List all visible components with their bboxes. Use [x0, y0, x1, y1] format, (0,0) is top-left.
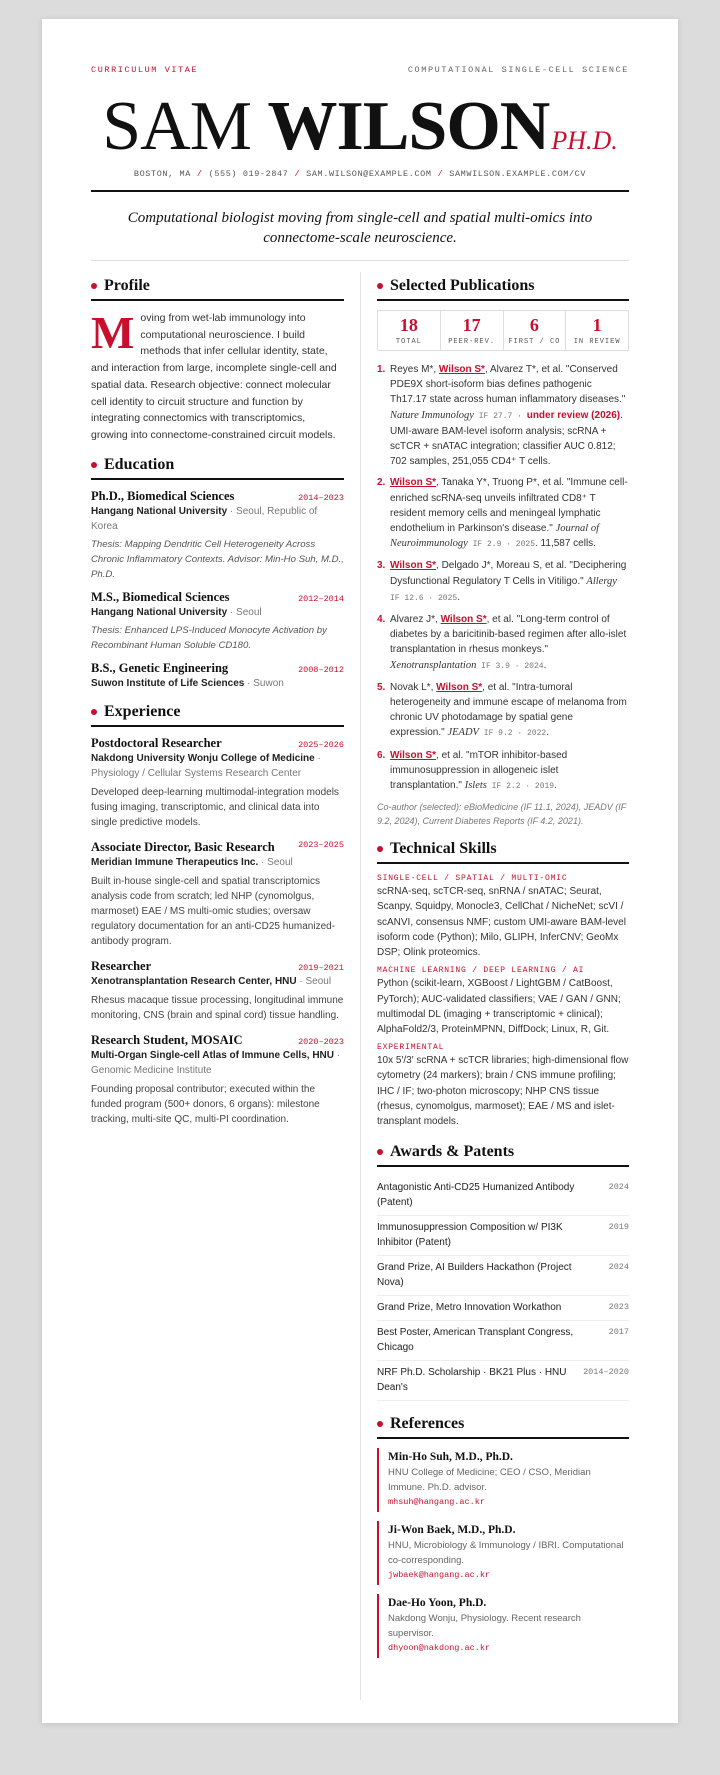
job-description: Rhesus macaque tissue processing, longitudinal immune monitoring, CNS (brain and spinal cord) tissue handling. [91, 994, 344, 1021]
section-heading-experience: Experience [91, 703, 344, 727]
journal: Islets [464, 780, 487, 792]
reference-email[interactable]: dhyoon@nakdong.ac.kr [388, 1643, 491, 1654]
reference-description: HNU College of Medicine; CEO / CSO, Meridian Immune. Ph.D. advisor. [388, 1467, 591, 1494]
award-item: Grand Prize, AI Builders Hackathon (Project Nova) 2024 [377, 1256, 629, 1296]
thesis: Thesis: Mapping Dendritic Cell Heterogeneity Across Chronic Inflammatory Contexts. Advisor: Min-Ho Suh, M.D., Ph.D. [91, 538, 344, 580]
degree: Ph.D., Biomedical Sciences [91, 488, 235, 503]
skill-group-text: 10x 5′/3′ scRNA + scTCR libraries; high-dimensional flow cytometry (24 markers); brain / CNS immune profiling; IHC / IF; two-photon microscopy; NHP CNS tissue (rhesus, cynomolgus, marmoset); EAE / MS and islet-transplant models. [377, 1055, 629, 1127]
contact-line [42, 169, 678, 179]
experience-entry: Postdoctoral Researcher 2025–2026 Nakdong University Wonju College of Medicine · Physiology / Cellular Systems Research Center Developed deep-learning multimodal-integration models fusing imaging, transcriptomic, and clinical data into single predictive models. [91, 735, 344, 828]
header-rule [91, 190, 629, 192]
author-highlight: Wilson S* [436, 681, 483, 693]
bullet-dot-icon [377, 283, 383, 289]
tagline-rule [91, 260, 629, 261]
school-location: Seoul, Republic of Korea [91, 505, 318, 532]
section-heading-skills: Technical Skills [377, 840, 629, 864]
journal: Allergy [586, 575, 617, 587]
last-name: WILSON [267, 88, 550, 165]
award-item: Best Poster, American Transplant Congress, Chicago 2017 [377, 1321, 629, 1361]
publication-item: 3. Wilson S*, Delgado J*, Moreau S, et al. "Deciphering Dysfunctional Regulatory T Cells in Vitiligo." Allergy IF 12.6 · 2025. [377, 560, 627, 603]
education-entry: Ph.D., Biomedical Sciences 2014–2023 Hangang National University · Seoul, Republic of Korea Thesis: Mapping Dendritic Cell Heterogeneity Across Chronic Inflammatory Contexts. Advisor: Min-Ho Suh, M.D., Ph.D. [91, 488, 344, 580]
publication-list [377, 362, 629, 794]
reference-name: Dae-Ho Yoon, Ph.D. [388, 1597, 487, 1610]
candidate-name [42, 87, 678, 181]
journal: Journal of Neuroimmunology [390, 523, 600, 550]
stat-first-co: 6 FIRST / CO [504, 311, 567, 350]
journal: JEADV [447, 727, 479, 739]
job-title: Postdoctoral Researcher [91, 735, 222, 750]
tagline: Computational biologist moving from single-cell and spatial multi-omics into connectome-scale neuroscience. [127, 210, 593, 246]
journal: Nature Immunology [390, 409, 474, 421]
skill-group-text: Python (scikit-learn, XGBoost / LightGBM / CatBoost, PyTorch); AUC-validated classifiers; VAE / GAN / GNN; multimodal DL (imaging + transcriptomic + clinical); AlphaFold2/3, ProteinMPNN, DiffDock; Linux, R, Git. [377, 978, 621, 1035]
dates: 2014–2023 [298, 492, 344, 503]
location: BOSTON, MA [133, 169, 191, 179]
skill-group-text: scRNA-seq, scTCR-seq, snRNA / snATAC; Seurat, Scanpy, Squidpy, Monocle3, CellChat / NicheNet; scVI / scANVI, consensus NMF; custom UMI-aware BAM-level isoform code (Python); Milo, GLIPH, InferCNV; GeoMx DSP; Olink proteomics. [377, 886, 626, 959]
author-highlight: Wilson S* [390, 749, 437, 761]
reference-item [377, 1448, 629, 1512]
contact-separator: / [437, 169, 444, 179]
left-column [91, 277, 344, 1137]
job-title: Associate Director, Basic Research [91, 839, 275, 854]
experience-entry: Researcher 2019–2021 Xenotransplantation Research Center, HNU · Seoul Rhesus macaque tissue processing, longitudinal immune monitoring, CNS (brain and spinal cord) tissue handling. [91, 958, 344, 1021]
section-heading-profile: Profile [91, 277, 344, 301]
job-description: Developed deep-learning multimodal-integration models fusing imaging, transcriptomic, and clinical data into single predictive models. [91, 786, 339, 828]
reference-description: HNU, Microbiology & Immunology / IBRI. Computational co-corresponding. [388, 1540, 624, 1567]
publication-item: 4. Alvarez J*, Wilson S*, et al. "Long-term control of diabetes by a baricitinib-based regimen after allo-islet transplantation in rhesus monkeys." Xenotransplantation IF 3.9 · 2024. [377, 614, 627, 671]
document-label: CURRICULUM VITAE [91, 65, 199, 75]
department: Seoul [267, 856, 293, 868]
thesis: Thesis: Enhanced LPS-Induced Monocyte Activation by Recombinant Human Soluble CD180. [91, 624, 327, 651]
reference-item [377, 1594, 629, 1658]
email-link[interactable]: SAM.WILSON@EXAMPLE.COM [306, 169, 432, 179]
section-heading-education: Education [91, 456, 344, 480]
reference-email[interactable]: jwbaek@hangang.ac.kr [388, 1570, 491, 1581]
dropcap: M [91, 307, 135, 358]
school-location: Seoul [236, 606, 262, 618]
stat-peer-reviewed: 17 PEER-REV. [441, 311, 504, 350]
publication-item: 1. Reyes M*, Wilson S*, Alvarez T*, et al. "Conserved PDE9X short-isoform bias defines pathogenic Th17.17 state across human inflammatory diseases." Nature Immunology IF 27.7 · under review (2026). UMI-aware BAM-level isoform analysis; scRNA + scTCR + snATAC integration; classifier AUC 0.812; 702 samples, 251,055 CD4⁺ T cells. [377, 364, 626, 468]
award-item: Grand Prize, Metro Innovation Workathon 2023 [377, 1296, 629, 1321]
dates: 2012–2014 [298, 593, 344, 604]
organization: Xenotransplantation Research Center, HNU [91, 975, 297, 987]
publication-stats [377, 310, 629, 351]
job-description: Founding proposal contributor; executed within the funded program (500+ donors, 6 organs): milestone tracking, multi-site QC, multi-PI coordination. [91, 1083, 320, 1125]
department: Genomic Medicine Institute [91, 1064, 212, 1076]
stat-in-review: 1 IN REVIEW [573, 315, 621, 346]
dates: 2020–2023 [298, 1036, 344, 1047]
award-list [377, 1176, 629, 1401]
author-highlight: Wilson S* [440, 614, 487, 626]
bullet-dot-icon [91, 283, 97, 289]
reference-description: Nakdong Wonju, Physiology. Recent research supervisor. [388, 1613, 581, 1640]
credential: PH.D. [551, 126, 618, 155]
bullet-dot-icon [91, 462, 97, 468]
contact-separator: / [196, 169, 203, 179]
award-item: Antagonistic Anti-CD25 Humanized Antibody (Patent) 2024 [377, 1176, 629, 1216]
publication-item: 5. Novak L*, Wilson S*, et al. "Intra-tumoral heterogeneity and immune escape of melanoma from chronic UV photodamage by spatial gene expression." JEADV IF 9.2 · 2022. [377, 681, 627, 739]
dates: 2008–2012 [298, 664, 344, 675]
department: Seoul [305, 975, 332, 987]
award-item: Immunosuppression Composition w/ PI3K Inhibitor (Patent) 2019 [377, 1216, 629, 1256]
degree: B.S., Genetic Engineering [91, 660, 229, 675]
bullet-dot-icon [377, 846, 383, 852]
experience-entry: Associate Director, Basic Research 2023–2025 Meridian Immune Therapeutics Inc. · Seoul Built in-house single-cell and spatial transcriptomics analysis code from scratch; led NHP (cynomolgus, marmoset) EAE / MS multi-omic studies; oversaw regulatory documentation for an anti-CD25 humanized-antibody program. [91, 839, 344, 947]
job-description: Built in-house single-cell and spatial transcriptomics analysis code from scratch; led NHP (cynomolgus, marmoset) EAE / MS multi-omic studies; oversaw regulatory documentation for an anti-CD25 humanized-antibody program. [91, 875, 336, 947]
education-entry: B.S., Genetic Engineering 2008–2012 Suwon Institute of Life Sciences · Suwon [91, 660, 344, 689]
right-column [377, 277, 629, 1667]
section-heading-references: References [377, 1415, 629, 1439]
review-status: under review (2026) [526, 409, 621, 421]
coauthor-note: Co-author (selected): eBioMedicine (IF 11.1, 2024), JEADV (IF 9.2, 2024), Current Diabetes Reports (IF 4.2, 2021). [377, 802, 627, 827]
bullet-dot-icon [91, 709, 97, 715]
cv-page [42, 19, 678, 1723]
bullet-dot-icon [377, 1421, 383, 1427]
education-entry: M.S., Biomedical Sciences 2012–2014 Hangang National University · Seoul Thesis: Enhanced LPS-Induced Monocyte Activation by Recombinant Human Soluble CD180. [91, 589, 344, 651]
section-heading-awards: Awards & Patents [377, 1143, 629, 1167]
column-divider [360, 272, 361, 1700]
author-highlight: Wilson S* [390, 477, 437, 489]
profile-body: oving from wet-lab immunology into computational neuroscience. I build methods that infer cellular identity, state, and interaction from large, incomplete single-cell and spatial data. Research objective: connect molecular cell identity to circuit structure and function by integrating connectomics with transcriptomics, growing into connectome-constrained circuit models. [91, 312, 337, 441]
school: Suwon Institute of Life Sciences [91, 677, 245, 689]
skill-group-label: MACHINE LEARNING / DEEP LEARNING / AI [377, 966, 585, 976]
skill-group-label: EXPERIMENTAL [377, 1043, 445, 1053]
publication-item: 2. Wilson S*, Tanaka Y*, Truong P*, et al. "Immune cell-enriched scRNA-seq unveils infiltrated CD8⁺ T resident memory cells and meningeal lymphatic endothelium in Parkinson's disease." Journal of Neuroimmunology IF 2.9 · 2025. 11,587 cells. [377, 477, 628, 550]
phone[interactable]: (555) 019-2847 [208, 169, 289, 179]
publication-item: 6. Wilson S*, et al. "mTOR inhibitor-based immunosuppression in allogeneic islet transplantation." Islets IF 2.2 · 2019. [377, 749, 568, 792]
reference-item [377, 1521, 629, 1585]
experience-entry: Research Student, MOSAIC 2020–2023 Multi-Organ Single-cell Atlas of Immune Cells, HNU · Genomic Medicine Institute Founding proposal contributor; executed within the funded program (500+ donors, 6 organs): milestone tracking, multi-site QC, multi-PI coordination. [91, 1032, 344, 1125]
bullet-dot-icon [377, 1149, 383, 1155]
author-highlight: Wilson S* [438, 364, 485, 375]
job-title: Research Student, MOSAIC [91, 1032, 243, 1047]
reference-name: Min-Ho Suh, M.D., Ph.D. [388, 1451, 513, 1464]
organization: Multi-Organ Single-cell Atlas of Immune Cells, HNU [91, 1049, 334, 1061]
journal: Xenotransplantation [390, 659, 477, 671]
first-name: SAM [102, 88, 251, 165]
section-heading-publications: Selected Publications [377, 277, 629, 301]
website-link[interactable]: SAMWILSON.EXAMPLE.COM/CV [449, 169, 587, 179]
award-item: NRF Ph.D. Scholarship · BK21 Plus · HNU Dean's 2014–2020 [377, 1361, 629, 1401]
top-bar [91, 65, 629, 75]
school-location: Suwon [253, 677, 284, 689]
dates: 2019–2021 [298, 962, 344, 973]
job-title: Researcher [91, 958, 152, 973]
stat-total: 18 TOTAL [378, 311, 441, 350]
author-highlight: Wilson S* [390, 560, 437, 572]
field-label: COMPUTATIONAL SINGLE-CELL SCIENCE [407, 65, 629, 75]
profile-text [91, 307, 344, 444]
degree: M.S., Biomedical Sciences [91, 589, 230, 604]
department: Physiology / Cellular Systems Research Center [91, 767, 302, 779]
school: Hangang National University [91, 606, 228, 618]
organization: Meridian Immune Therapeutics Inc. [91, 856, 259, 868]
contact-separator: / [294, 169, 301, 179]
reference-email[interactable]: mhsuh@hangang.ac.kr [388, 1497, 485, 1508]
dates: 2023–2025 [298, 839, 344, 850]
school: Hangang National University [91, 505, 228, 517]
organization: Nakdong University Wonju College of Medicine [91, 752, 315, 764]
dates: 2025–2026 [298, 739, 344, 750]
skill-group-label: SINGLE-CELL / SPATIAL / MULTI-OMIC [377, 874, 568, 884]
reference-name: Ji-Won Baek, M.D., Ph.D. [388, 1524, 516, 1537]
